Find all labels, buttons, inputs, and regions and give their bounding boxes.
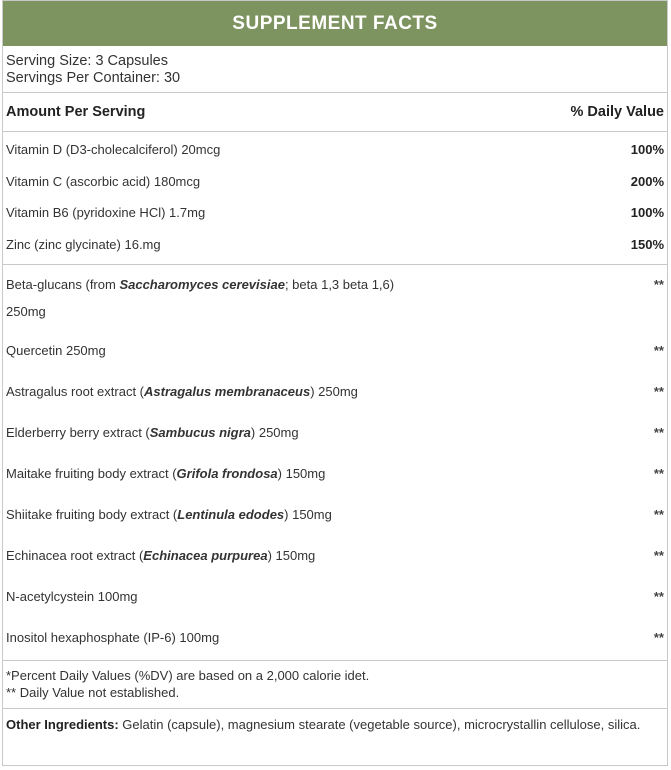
daily-value-footnote: *Percent Daily Values (%DV) are based on a 2,000 calorie idet. (6, 668, 370, 683)
ingredient-name (6, 343, 106, 358)
scientific-name: Echinacea purpurea (143, 548, 268, 563)
ingredient-text: N-acetylcystein 100mg (6, 589, 138, 604)
nutrient-name: Vitamin B6 (pyridoxine HCl) 1.7mg (6, 205, 206, 221)
scientific-name: Astragalus membranaceus (144, 384, 311, 399)
nutrient-row (3, 166, 667, 198)
daily-value-header: % Daily Value (570, 104, 664, 120)
ingredient-name (6, 589, 138, 604)
nutrient-name: Vitamin C (ascorbic acid) 180mcg (6, 173, 201, 189)
ingredient-name (6, 466, 325, 481)
amount-per-serving-header: Amount Per Serving (6, 104, 146, 120)
ingredient-amount: 250mg (6, 304, 46, 319)
ingredient-row (3, 453, 667, 494)
serving-info (3, 46, 667, 93)
ingredient-daily-value: ** (653, 384, 664, 399)
ingredient-daily-value: ** (653, 548, 664, 563)
ingredient-row (3, 617, 667, 658)
ingredient-text: ; beta 1,3 beta 1,6) (284, 277, 395, 292)
ingredient-row (3, 576, 667, 617)
other-ingredients-text: Gelatin (capsule), magnesium stearate (vegetable source), microcrystallin cellulose, silica. (118, 717, 641, 732)
ingredient-text: Astragalus root extract ( (6, 384, 144, 399)
ingredient-text: Beta-glucans (from (6, 277, 120, 292)
ingredient-daily-value: ** (653, 277, 664, 292)
ingredient-text: ) 250mg (250, 425, 299, 440)
ingredient-daily-value: ** (653, 343, 664, 358)
servings-per-container: Servings Per Container: 30 (6, 70, 181, 86)
nutrient-name: Zinc (zinc glycinate) 16.mg (6, 236, 161, 252)
scientific-name: Grifola frondosa (176, 466, 278, 481)
not-established-footnote: ** Daily Value not established. (6, 685, 180, 700)
panel-header (3, 1, 667, 46)
nutrient-daily-value: 100% (630, 205, 664, 221)
nutrient-row (3, 229, 667, 261)
ingredient-daily-value: ** (653, 466, 664, 481)
vitamin-list (3, 132, 667, 265)
footnotes (3, 661, 667, 709)
ingredient-text: Echinacea root extract ( (6, 548, 144, 563)
nutrient-daily-value: 100% (630, 142, 664, 158)
nutrient-daily-value: 150% (630, 236, 664, 252)
nutrient-name: Vitamin D (D3-cholecalciferol) 20mcg (6, 142, 221, 158)
serving-size: Serving Size: 3 Capsules (6, 53, 168, 69)
ingredient-daily-value: ** (653, 630, 664, 645)
ingredient-text: Elderberry berry extract ( (6, 425, 150, 440)
column-header (3, 93, 667, 132)
panel-title: SUPPLEMENT FACTS (232, 12, 438, 34)
scientific-name: Sambucus nigra (149, 425, 251, 440)
ingredient-text: Maitake fruiting body extract ( (6, 466, 177, 481)
ingredient-text: ) 150mg (284, 507, 332, 522)
ingredient-text: ) 150mg (277, 466, 326, 481)
ingredient-row (3, 412, 667, 453)
ingredient-name (6, 384, 358, 399)
other-ingredients-label: Other Ingredients: (6, 717, 119, 732)
ingredient-text: Inositol hexaphosphate (IP-6) 100mg (6, 630, 220, 645)
ingredient-name (6, 271, 394, 325)
ingredient-row (3, 535, 667, 576)
ingredient-text: Shiitake fruiting body extract ( (6, 507, 178, 522)
ingredient-daily-value: ** (653, 425, 664, 440)
ingredient-text: Quercetin 250mg (6, 343, 106, 358)
scientific-name: Saccharomyces cerevisiae (119, 277, 285, 292)
ingredient-name (6, 548, 315, 563)
ingredient-row (3, 330, 667, 371)
ingredient-row (3, 271, 667, 330)
scientific-name: Lentinula edodes (177, 507, 285, 522)
ingredient-daily-value: ** (653, 589, 664, 604)
ingredient-daily-value: ** (653, 507, 664, 522)
ingredient-name (6, 425, 299, 440)
nutrient-row (3, 197, 667, 229)
nutrient-daily-value: 200% (630, 173, 664, 189)
ingredient-text: ) 150mg (267, 548, 316, 563)
nutrient-row (3, 134, 667, 166)
ingredient-text: ) 250mg (310, 384, 358, 399)
ingredient-name (6, 507, 332, 522)
ingredient-list (3, 265, 667, 661)
ingredient-name (6, 630, 219, 645)
ingredient-row (3, 371, 667, 412)
ingredient-row (3, 494, 667, 535)
supplement-facts-panel (2, 0, 668, 766)
other-ingredients (3, 709, 667, 734)
